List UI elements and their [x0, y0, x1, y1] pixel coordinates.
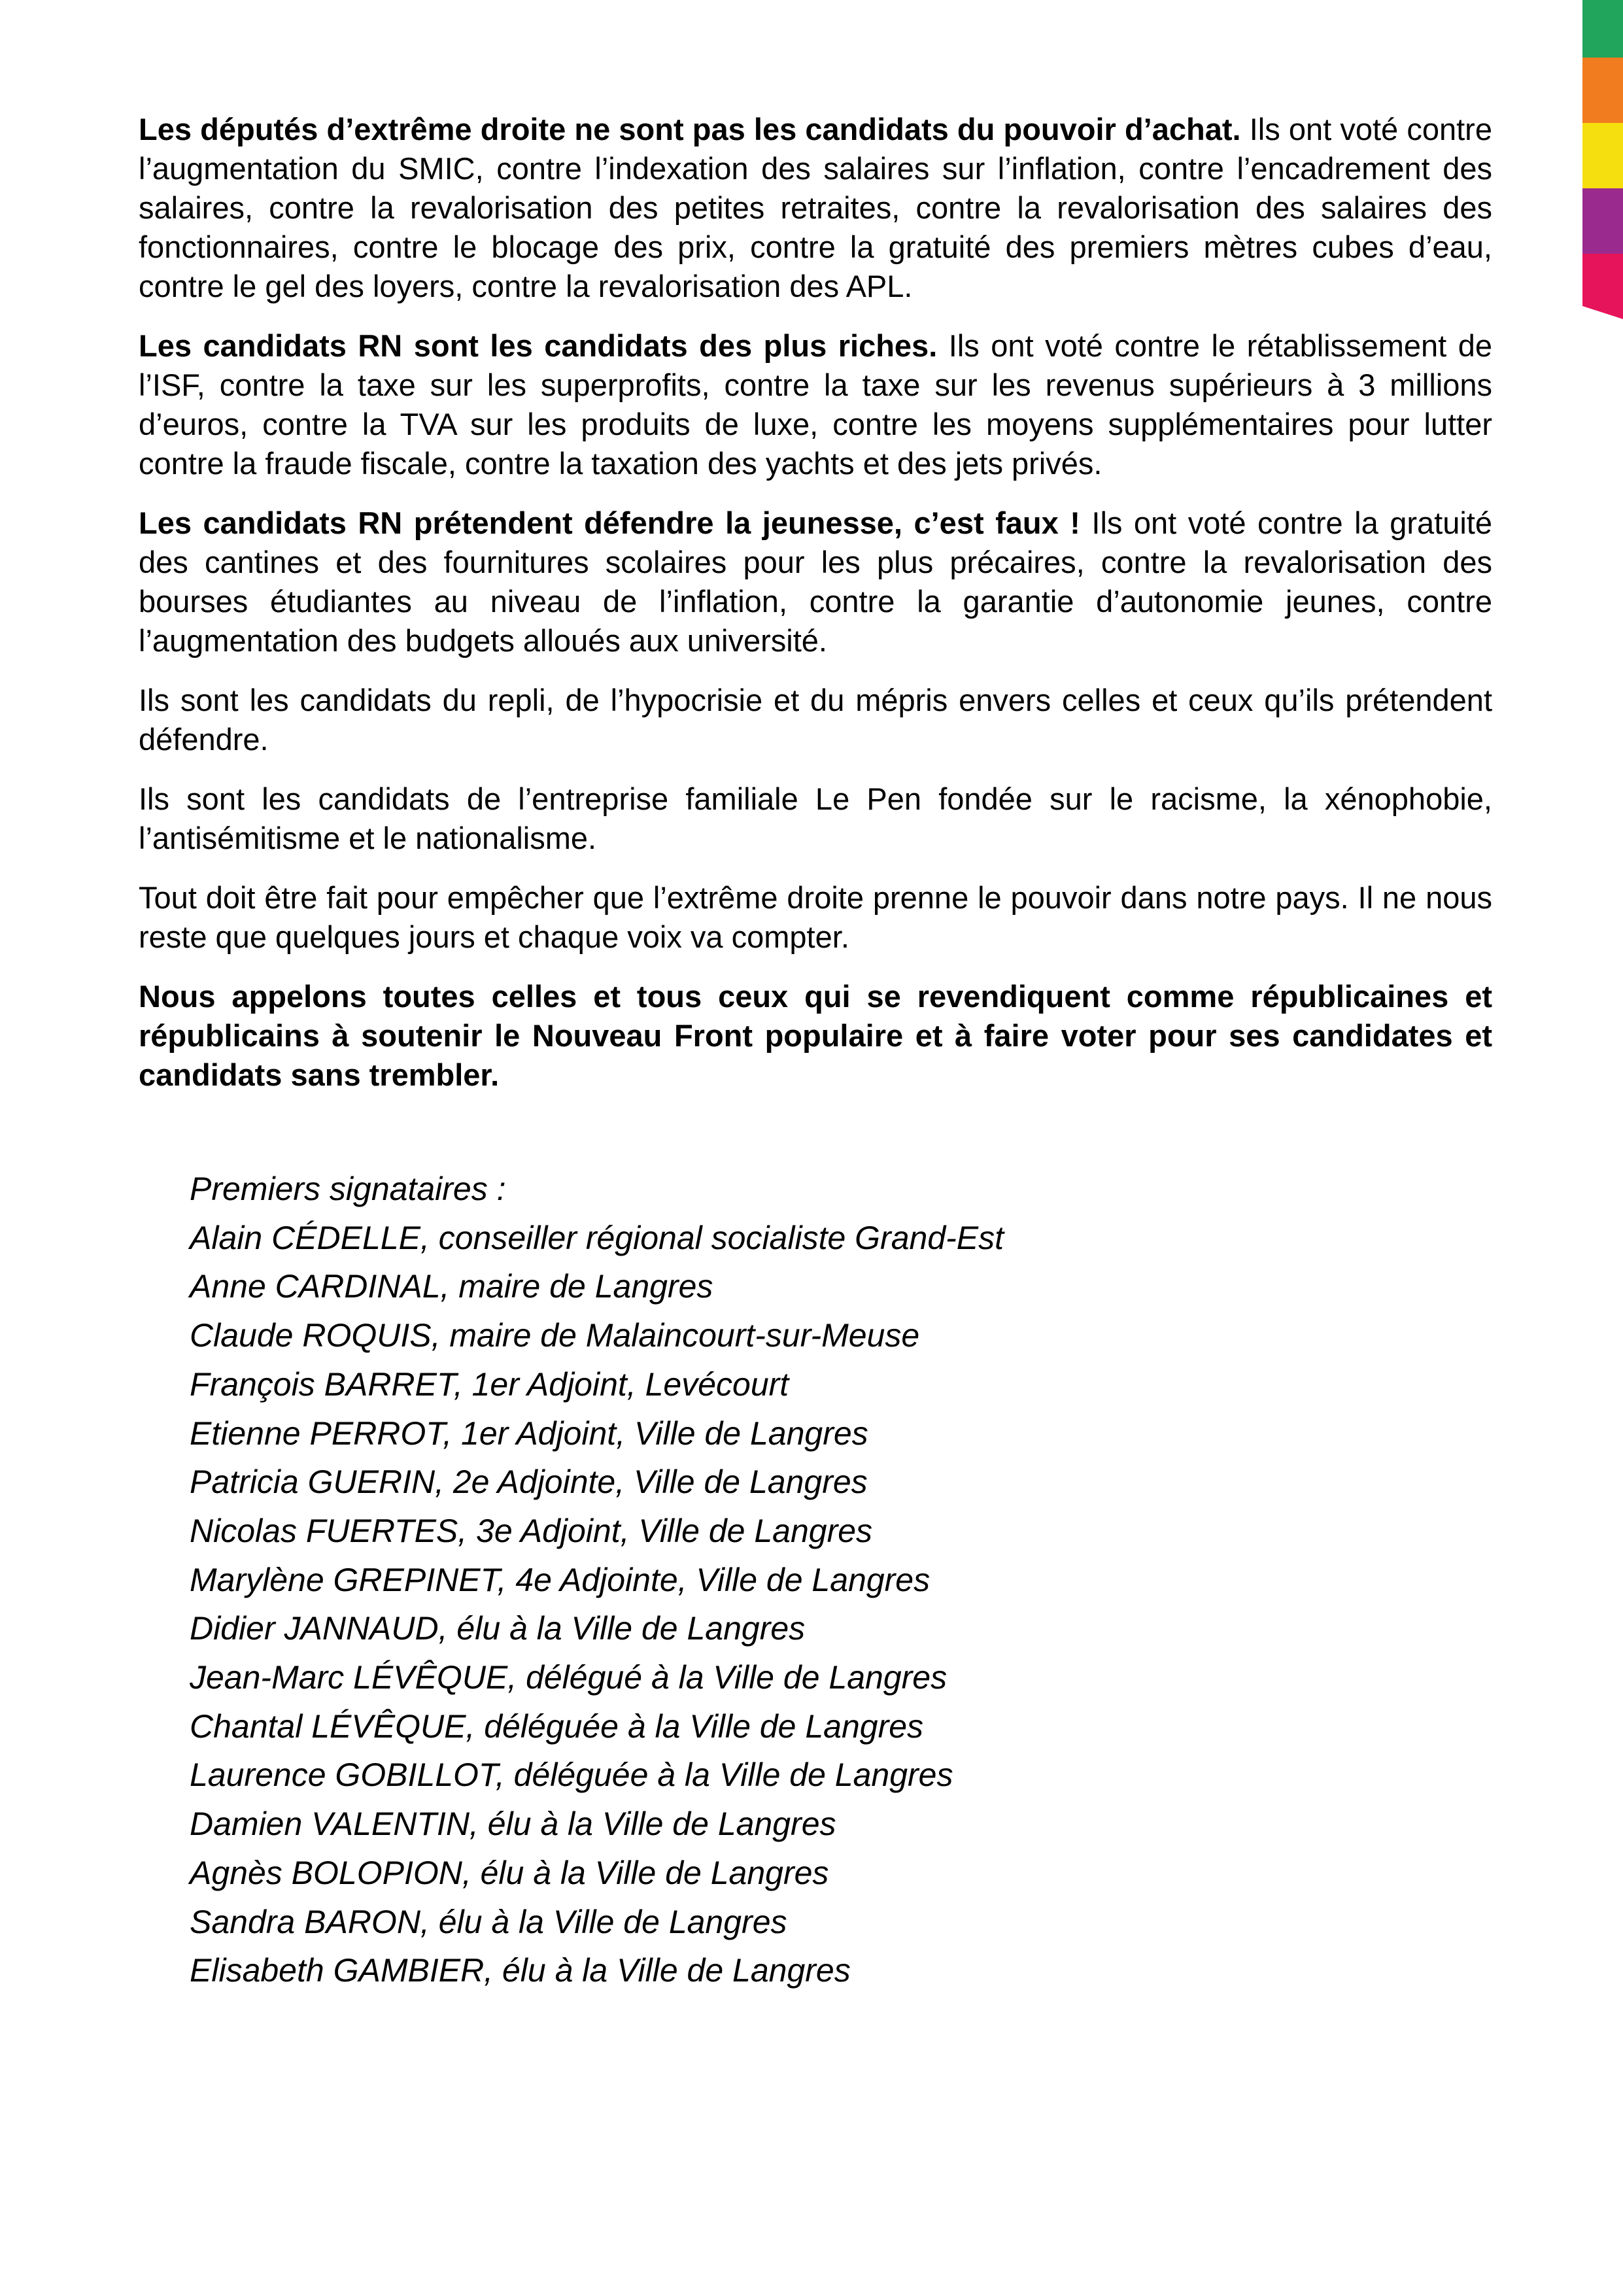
paragraph-text: Tout doit être fait pour empêcher que l’extrême droite prenne le pouvoir dans notre pays. Il ne nous reste que quelques jours et chaque voix va compter.	[139, 880, 1492, 954]
signatory-item: Sandra BARON, élu à la Ville de Langres	[190, 1903, 787, 1940]
signatory-item: Agnès BOLOPION, élu à la Ville de Langres	[190, 1854, 829, 1891]
paragraph-purchasing-power	[139, 110, 1492, 306]
signatories-list	[190, 1165, 1432, 1995]
paragraph-urgency	[139, 878, 1492, 957]
signatory-item: Laurence GOBILLOT, déléguée à la Ville de Langres	[190, 1756, 953, 1794]
paragraph-lead: Les candidats RN sont les candidats des plus riches.	[139, 328, 938, 363]
signatory-item: Chantal LÉVÊQUE, déléguée à la Ville de Langres	[190, 1707, 924, 1745]
stripe-purple	[1582, 188, 1623, 254]
signatory-item: Nicolas FUERTES, 3e Adjoint, Ville de Langres	[190, 1512, 873, 1549]
paragraph-text: Ils ont voté contre le rétablissement de l’ISF, contre la taxe sur les superprofits, contre la taxe sur les revenus supérieurs à 3 millions d’euros, contre la TVA sur les produits de luxe, contre les moyens supplémentaires pour lutter contre la fraude fiscale, contre la taxation des yachts et des jets privés.	[139, 328, 1492, 481]
signatory-item: Anne CARDINAL, maire de Langres	[190, 1268, 713, 1305]
paragraph-lead: Les députés d’extrême droite ne sont pas les candidats du pouvoir d’achat.	[139, 112, 1241, 146]
stripe-pink	[1582, 254, 1623, 319]
signatory-item: François BARRET, 1er Adjoint, Levécourt	[190, 1365, 789, 1403]
signatory-item: Jean-Marc LÉVÊQUE, délégué à la Ville de Langres	[190, 1659, 948, 1696]
stripe-green	[1582, 0, 1623, 58]
signatories-names	[190, 1214, 1432, 1995]
signatory-item: Elisabeth GAMBIER, élu à la Ville de Langres	[190, 1952, 851, 1989]
signatory-item: Marylène GREPINET, 4e Adjointe, Ville de Langres	[190, 1561, 931, 1598]
paragraph-richest	[139, 326, 1492, 483]
paragraph-call-to-action	[139, 977, 1492, 1095]
paragraph-text: Ils ont voté contre l’augmentation du SMIC, contre l’indexation des salaires sur l’inflation, contre l’encadrement des salaires, contre la revalorisation des petites retraites, contre la revalorisation des salaires des fonctionnaires, contre le blocage des prix, contre la gratuité des premiers mètres cubes d’eau, contre le gel des loyers, contre la revalorisation des APL.	[139, 112, 1492, 303]
paragraph-le-pen	[139, 780, 1492, 858]
paragraph-text: Ils sont les candidats du repli, de l’hypocrisie et du mépris envers celles et ceux qu’ils prétendent défendre.	[139, 683, 1492, 757]
signatory-item: Claude ROQUIS, maire de Malaincourt-sur-Meuse	[190, 1317, 920, 1354]
signatory-item: Patricia GUERIN, 2e Adjointe, Ville de Langres	[190, 1464, 868, 1501]
signatories-heading: Premiers signataires :	[190, 1171, 506, 1207]
signatory-item: Damien VALENTIN, élu à la Ville de Langres	[190, 1806, 836, 1843]
stripe-yellow	[1582, 123, 1623, 188]
paragraph-lead: Les candidats RN prétendent défendre la jeunesse, c’est faux !	[139, 505, 1080, 540]
paragraph-text: Ils ont voté contre la gratuité des cantines et des fournitures scolaires pour les plus précaires, contre la revalorisation des bourses étudiantes au niveau de l’inflation, contre la garantie d’autonomie jeunes, contre l’augmentation des budgets alloués aux université.	[139, 505, 1492, 658]
stripe-orange	[1582, 58, 1623, 123]
signatory-item: Didier JANNAUD, élu à la Ville de Langres	[190, 1610, 806, 1647]
signatory-item: Etienne PERROT, 1er Adjoint, Ville de Langres	[190, 1414, 868, 1452]
paragraph-hypocrisy	[139, 681, 1492, 759]
paragraph-lead: Nous appelons toutes celles et tous ceux qui se revendiquent comme républicaines et républicains à soutenir le Nouveau Front populaire et à faire voter pour ses candidates et candidats sans trembler.	[139, 979, 1492, 1092]
signatory-item: Alain CÉDELLE, conseiller régional socialiste Grand-Est	[190, 1219, 1004, 1256]
paragraph-text: Ils sont les candidats de l’entreprise familiale Le Pen fondée sur le racisme, la xénophobie, l’antisémitisme et le nationalisme.	[139, 781, 1492, 855]
paragraph-youth	[139, 504, 1492, 660]
statement-body	[139, 110, 1492, 1115]
